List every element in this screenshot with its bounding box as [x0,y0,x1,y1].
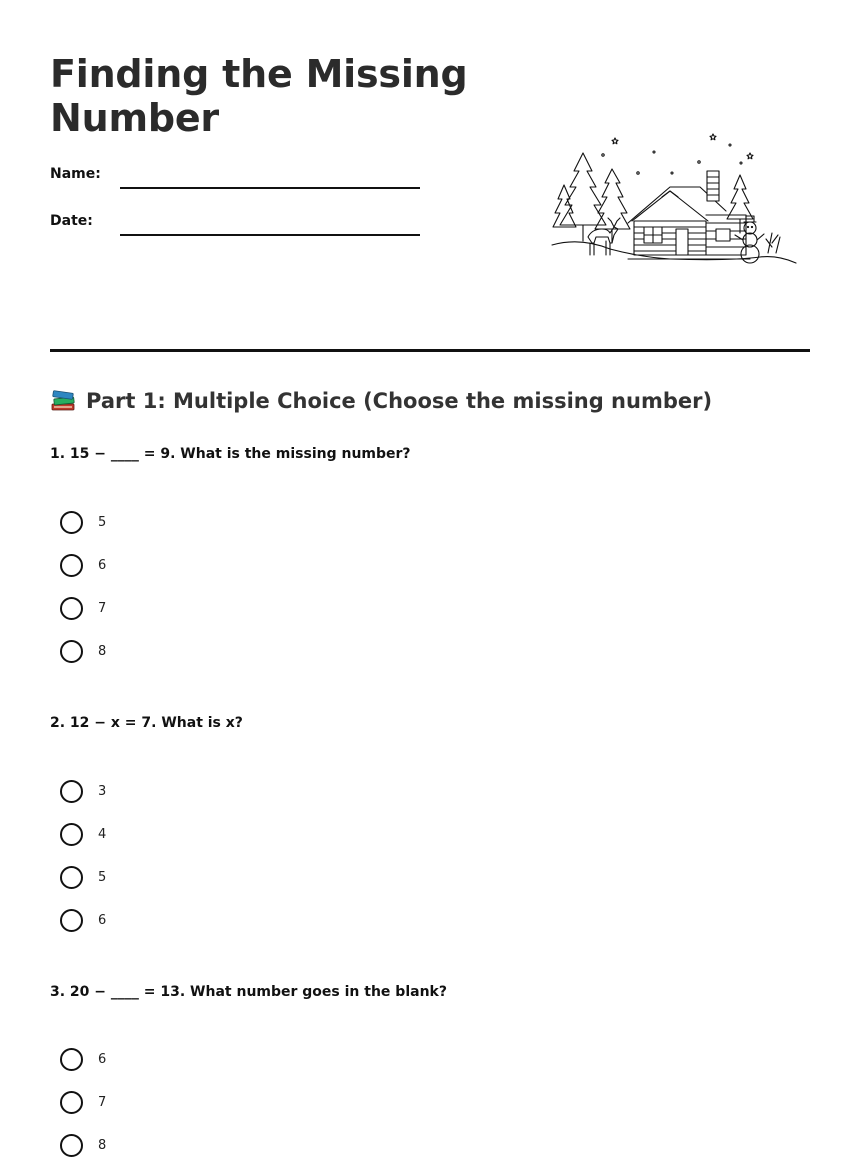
question-3: 3. 20 − ____ = 13. What number goes in the blank? [50,984,447,1000]
name-input-line[interactable] [120,187,420,189]
option-label: 5 [98,514,107,530]
radio-button[interactable] [60,909,83,932]
date-label: Date: [50,213,93,229]
worksheet-title: Finding the Missing Number [50,52,468,140]
question-2: 2. 12 − x = 7. What is x? [50,715,243,731]
winter-cabin-illustration [550,125,800,265]
pine-trees-left [553,153,630,243]
radio-button[interactable] [60,866,83,889]
question-1-option-d[interactable] [60,639,106,663]
radio-button[interactable] [60,1134,83,1157]
part1-header [50,388,712,414]
question-1-option-b[interactable] [60,553,106,577]
question-1: 1. 15 − ____ = 9. What is the missing number? [50,446,411,462]
stars [602,134,753,174]
option-label: 7 [98,1094,107,1110]
question-2-option-b[interactable] [60,822,106,846]
cabin [628,171,750,259]
radio-button[interactable] [60,823,83,846]
radio-button[interactable] [60,780,83,803]
question-2-option-a[interactable] [60,779,106,803]
question-3-option-c[interactable] [60,1133,106,1157]
option-label: 3 [98,783,107,799]
option-label: 6 [98,1051,107,1067]
option-label: 8 [98,1137,107,1153]
radio-button[interactable] [60,640,83,663]
radio-button[interactable] [60,597,83,620]
radio-button[interactable] [60,554,83,577]
pine-tree-right [727,175,753,233]
option-label: 6 [98,557,107,573]
option-label: 8 [98,643,107,659]
question-2-option-d[interactable] [60,908,106,932]
question-2-option-c[interactable] [60,865,106,889]
option-label: 4 [98,826,107,842]
question-1-option-c[interactable] [60,596,106,620]
question-3-option-b[interactable] [60,1090,106,1114]
part1-title: Part 1: Multiple Choice (Choose the missing number) [86,389,713,413]
date-input-line[interactable] [120,234,420,236]
radio-button[interactable] [60,1091,83,1114]
option-label: 7 [98,600,107,616]
question-1-option-a[interactable] [60,510,106,534]
option-label: 5 [98,869,107,885]
option-label: 6 [98,912,107,928]
radio-button[interactable] [60,511,83,534]
question-3-option-a[interactable] [60,1047,106,1071]
radio-button[interactable] [60,1048,83,1071]
section-divider [50,349,810,352]
deer [588,218,620,255]
name-label: Name: [50,166,101,182]
books-icon [50,388,76,414]
